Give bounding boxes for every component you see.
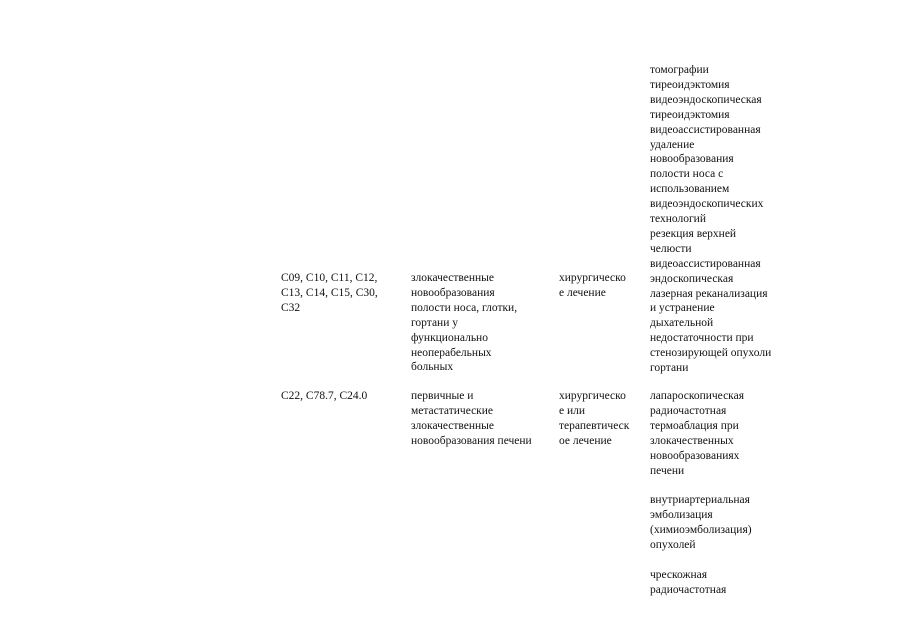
method-line: опухолей <box>650 539 696 552</box>
treatment-cell <box>559 271 626 301</box>
treatment-line: хирургическо <box>559 390 626 402</box>
diagnosis-line: первичные и <box>411 390 474 402</box>
diagnosis-line: новообразования печени <box>411 434 532 447</box>
diagnosis-cell <box>411 271 517 375</box>
method-line: резекция верхней <box>650 227 737 240</box>
codes-cell <box>281 271 378 316</box>
method-line: недостаточности при <box>650 332 754 345</box>
method-cell <box>650 389 752 598</box>
method-line: использованием <box>650 183 730 196</box>
method-line: дыхательной <box>650 317 714 330</box>
method-line: чрескожная <box>650 568 707 581</box>
codes-line: C09, C10, C11, C12, <box>281 272 378 284</box>
method-continuation-cell <box>650 63 763 272</box>
diagnosis-line: злокачественные <box>411 272 494 284</box>
codes-line: C22, C78.7, C24.0 <box>281 390 368 402</box>
method-line: технологий <box>650 213 706 226</box>
method-line: гортани <box>650 362 689 375</box>
method-line: эндоскопическая <box>650 272 734 285</box>
method-line: радиочастотная <box>650 404 727 417</box>
method-line: томографии <box>650 64 709 76</box>
diagnosis-cell <box>411 389 532 449</box>
method-line: видеоэндоскопических <box>650 198 764 211</box>
diagnosis-line: функционально <box>411 331 488 344</box>
codes-cell <box>281 389 367 404</box>
diagnosis-line: полости носа, глотки, <box>411 301 518 314</box>
paragraph-gap <box>650 478 752 493</box>
method-line: печени <box>650 464 685 477</box>
method-line: злокачественных <box>650 434 734 447</box>
method-line: тиреоидэктомия <box>650 78 730 91</box>
treatment-line: ое лечение <box>559 434 612 447</box>
method-line: тиреоидэктомия <box>650 108 730 121</box>
method-line: внутриартериальная <box>650 494 750 507</box>
method-line: радиочастотная <box>650 583 727 596</box>
method-line: лазерная реканализация <box>650 287 768 300</box>
codes-line: C13, C14, C15, C30, <box>281 286 378 299</box>
method-line: новообразования <box>650 153 734 166</box>
method-line: полости носа с <box>650 168 724 181</box>
codes-line: C32 <box>281 301 301 314</box>
treatment-line: хирургическо <box>559 272 626 284</box>
treatment-line: е лечение <box>559 286 606 299</box>
treatment-cell <box>559 389 629 449</box>
treatment-line: терапевтическ <box>559 419 630 432</box>
diagnosis-line: злокачественные <box>411 419 494 432</box>
method-line: видеоассистированная <box>650 257 761 270</box>
method-cell <box>650 272 771 376</box>
paragraph-gap <box>650 553 752 568</box>
method-line: челюсти <box>650 242 692 255</box>
treatment-line: е или <box>559 404 586 417</box>
method-line: и устранение <box>650 302 715 315</box>
diagnosis-line: неоперабельных <box>411 346 492 359</box>
method-line: видеоассистированная <box>650 123 761 136</box>
method-line: видеоэндоскопическая <box>650 93 762 106</box>
diagnosis-line: новообразования <box>411 286 495 299</box>
diagnosis-line: гортани у <box>411 316 458 329</box>
method-line: новообразованиях <box>650 449 740 462</box>
method-line: эмболизация <box>650 509 713 522</box>
method-line: удаление <box>650 138 695 151</box>
method-line: (химиоэмболизация) <box>650 524 752 537</box>
diagnosis-line: метастатические <box>411 404 494 417</box>
method-line: лапароскопическая <box>650 390 744 402</box>
diagnosis-line: больных <box>411 361 454 374</box>
method-line: стенозирующей опухоли <box>650 347 772 360</box>
method-line: термоаблация при <box>650 419 739 432</box>
